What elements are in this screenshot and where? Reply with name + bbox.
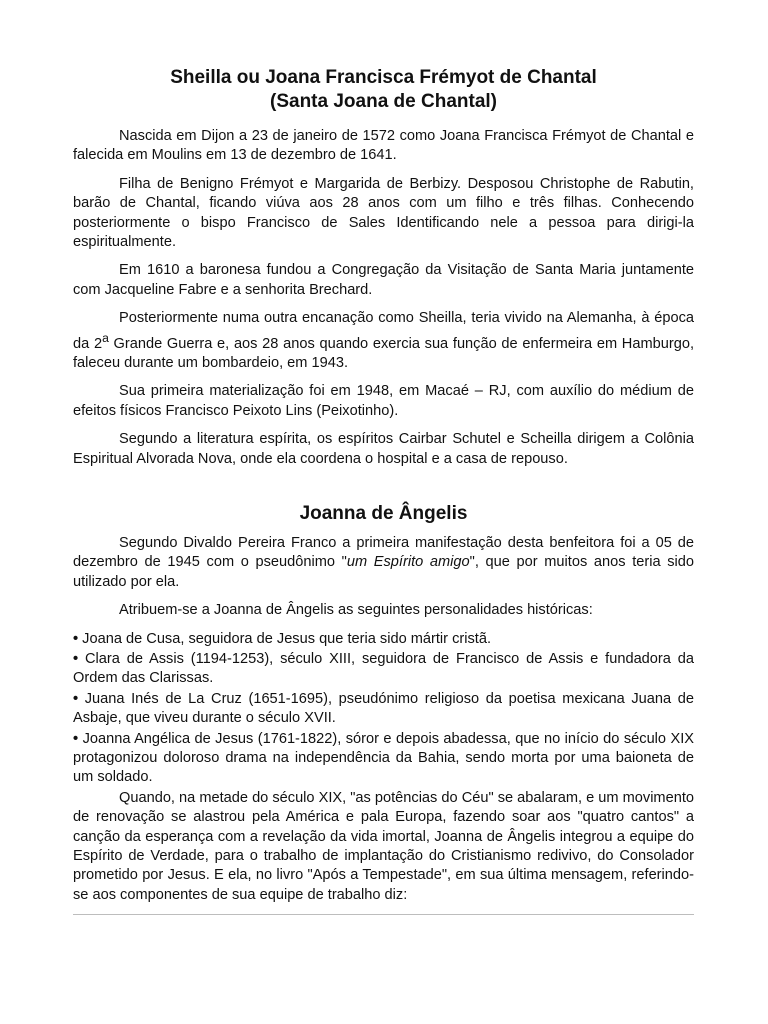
- list-item-text: Joanna Angélica de Jesus (1761-1822), sóror e depois abadessa, que no início do século XIX protagonizou doloroso drama na independência da Bahia, sendo morta por uma baioneta de um soldado.: [73, 730, 695, 786]
- list-item-text: Clara de Assis (1194-1253), século XIII, seguidora de Francisco de Assis e fundadora da Ordem das Clarissas.: [73, 650, 694, 687]
- manifestation-text-end: ", que por muitos anos teria sido utilizado por ela.: [73, 554, 695, 590]
- reincarnation-text-start: Posteriormente numa outra encanação como Sheilla, teria vivido na Alemanha, à época da 2: [73, 310, 694, 352]
- document-page: [73, 66, 694, 915]
- list-item: [73, 730, 694, 788]
- bullet-icon: •: [73, 730, 79, 747]
- paragraph-spirit-of-truth: Quando, na metade do século XIX, "as potências do Céu" se abalaram, e um movimento de renovação se alastrou pela América e pala Europa, fazendo soar aos "quatro cantos" a canção da esperança com a revelação da vida imortal, Joanna de Ângelis integrou a equipe do Espírito de Verdade, para o trabalho de implantação do Cristianismo redivivo, do Consolador prometido por Jesus. E ela, no livro "Após a Tempestade", em sua última mensagem, referindo-se aos componentes de sua equipe de trabalho diz:: [73, 789, 694, 903]
- page-bottom-rule: [73, 914, 694, 915]
- paragraph-first-manifestation: [73, 534, 694, 592]
- list-item: [73, 650, 694, 689]
- ordinal-superscript: a: [102, 330, 109, 345]
- title-line-2: (Santa Joana de Chantal): [270, 91, 497, 112]
- bullet-icon: •: [73, 650, 79, 667]
- paragraph-birth: Nascida em Dijon a 23 de janeiro de 1572 como Joana Francisca Frémyot de Chantal e falecida em Moulins em 13 de dezembro de 1641.: [73, 128, 694, 164]
- list-item: [73, 690, 694, 729]
- reincarnation-text-end: Grande Guerra e, aos 28 anos quando exercia sua função de enfermeira em Hamburgo, faleceu durante um bombardeio, em 1943.: [73, 335, 694, 371]
- paragraph-colony: Segundo a literatura espírita, os espíritos Cairbar Schutel e Scheilla dirigem a Colônia Espiritual Alvorada Nova, onde ela coordena o hospital e a casa de repouso.: [73, 431, 694, 467]
- title-line-1: Sheilla ou Joana Francisca Frémyot de Chantal: [170, 67, 597, 88]
- list-item-text: Juana Inés de La Cruz (1651-1695), pseudónimo religioso da poetisa mexicana Juana de Asbaje, que viveu durante o século XVII.: [73, 690, 694, 727]
- paragraph-reincarnation: [73, 309, 694, 373]
- paragraph-materialization: Sua primeira materialização foi em 1948, em Macaé – RJ, com auxílio do médium de efeitos físicos Francisco Peixoto Lins (Peixotinho).: [73, 383, 694, 419]
- page-title: [73, 66, 694, 114]
- personalities-list: [73, 630, 694, 788]
- paragraph-congregation: Em 1610 a baronesa fundou a Congregação da Visitação de Santa Maria juntamente com Jacqueline Fabre e a senhorita Brechard.: [73, 262, 694, 298]
- list-item: [73, 630, 694, 649]
- paragraph-family: Filha de Benigno Frémyot e Margarida de Berbizy. Desposou Christophe de Rabutin, barão de Chantal, ficando viúva aos 28 anos com um filho e três filhas. Conhecendo posteriormente o bispo Francisco de Sales Identificando nele a pessoa para dirigi-la espiritualmente.: [73, 175, 694, 251]
- pseudonym-italic: um Espírito amigo: [346, 554, 470, 571]
- list-item-text: Joana de Cusa, seguidora de Jesus que teria sido mártir cristã.: [82, 630, 492, 647]
- section-heading-joanna: Joanna de Ângelis: [299, 502, 468, 524]
- manifestation-text-start: Segundo Divaldo Pereira Franco a primeira manifestação desta benfeitora foi a 05 de dezembro de 1945 com o pseudônimo ": [73, 534, 694, 571]
- bullet-icon: •: [73, 690, 79, 707]
- bullet-icon: •: [73, 630, 79, 647]
- paragraph-attributed-personalities: Atribuem-se a Joanna de Ângelis as seguintes personalidades históricas:: [119, 602, 593, 619]
